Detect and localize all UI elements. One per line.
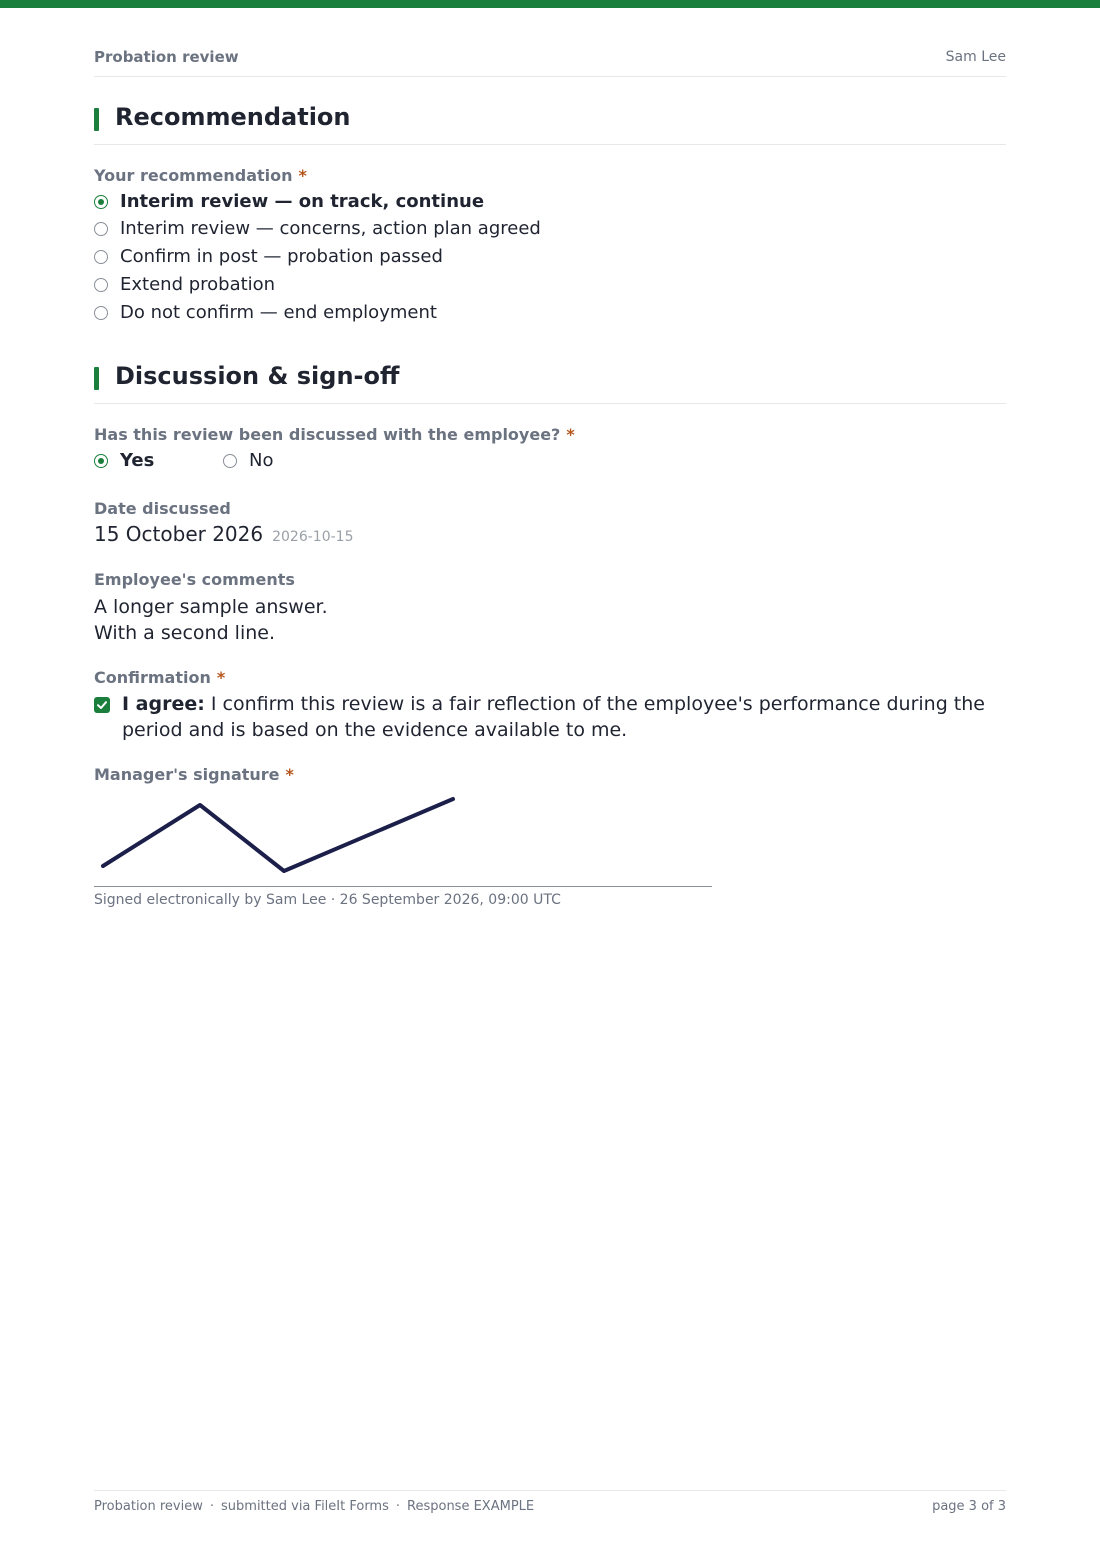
- recommendation-option-label: Confirm in post — probation passed: [120, 246, 443, 267]
- section-heading-signoff: [94, 362, 1006, 404]
- discussed-option-label: No: [249, 450, 274, 471]
- confirmation-text: [122, 691, 1006, 743]
- checkbox-checked-icon[interactable]: [94, 697, 110, 713]
- confirmation-label: [94, 668, 225, 687]
- recommendation-label-text: Your recommendation: [94, 166, 293, 185]
- discussed-label: [94, 425, 575, 444]
- respondent-name: Sam Lee: [945, 49, 1006, 65]
- recommendation-label: [94, 166, 307, 185]
- radio-unselected-icon[interactable]: [94, 306, 108, 320]
- signature-label: [94, 765, 294, 784]
- discussed-label-text: Has this review been discussed with the employee?: [94, 425, 561, 444]
- footer-response-id: Response EXAMPLE: [407, 1499, 535, 1514]
- footer-submitted-via: submitted via FileIt Forms: [221, 1499, 389, 1514]
- section-title-signoff: Discussion & sign-off: [115, 362, 400, 390]
- section-accent-bar: [94, 367, 99, 390]
- radio-unselected-icon[interactable]: [94, 222, 108, 236]
- document-title: Probation review: [94, 48, 239, 66]
- date-discussed-iso: 2026-10-15: [272, 529, 354, 545]
- signature-label-text: Manager's signature: [94, 765, 280, 784]
- radio-unselected-icon[interactable]: [223, 454, 237, 468]
- radio-selected-icon[interactable]: [94, 454, 108, 468]
- running-header: [94, 48, 1006, 77]
- radio-unselected-icon[interactable]: [94, 250, 108, 264]
- date-discussed-value: [94, 522, 353, 546]
- date-discussed-text: 15 October 2026: [94, 522, 264, 546]
- discussed-option-label: Yes: [120, 450, 155, 471]
- employee-comments-label: Employee's comments: [94, 570, 295, 589]
- signature-image: [94, 790, 464, 880]
- radio-unselected-icon[interactable]: [94, 278, 108, 292]
- section-heading-recommendation: [94, 103, 1006, 145]
- recommendation-option-label: Interim review — on track, continue: [120, 191, 485, 212]
- section-title-recommendation: Recommendation: [115, 103, 351, 131]
- confirmation-label-text: Confirmation: [94, 668, 211, 687]
- recommendation-option-label: Extend probation: [120, 274, 276, 295]
- signature-caption: Signed electronically by Sam Lee · 26 September 2026, 09:00 UTC: [94, 892, 561, 908]
- signature-baseline: [94, 886, 712, 887]
- date-discussed-label: Date discussed: [94, 499, 231, 518]
- agree-label: I agree:: [122, 693, 205, 715]
- running-footer: [94, 1490, 1006, 1521]
- page-number: page 3 of 3: [932, 1499, 1006, 1514]
- recommendation-option-label: Interim review — concerns, action plan agreed: [120, 218, 541, 239]
- footer-info: [94, 1499, 534, 1514]
- employee-comments-value: A longer sample answer. With a second line.: [94, 596, 328, 644]
- radio-selected-icon[interactable]: [94, 195, 108, 209]
- checkmark-icon: [94, 697, 110, 713]
- recommendation-option-label: Do not confirm — end employment: [120, 302, 437, 323]
- top-accent-bar: [0, 0, 1100, 8]
- required-asterisk: *: [285, 765, 294, 784]
- required-asterisk: *: [216, 668, 226, 687]
- section-accent-bar: [94, 108, 99, 131]
- footer-separator: ·: [209, 1499, 215, 1514]
- required-asterisk: *: [298, 166, 307, 185]
- confirmation-statement: I confirm this review is a fair reflection of the employee's performance during the period and is based on the evidence available to me.: [122, 693, 985, 741]
- footer-separator: ·: [395, 1499, 401, 1514]
- required-asterisk: *: [566, 425, 575, 444]
- footer-form-name: Probation review: [94, 1499, 203, 1514]
